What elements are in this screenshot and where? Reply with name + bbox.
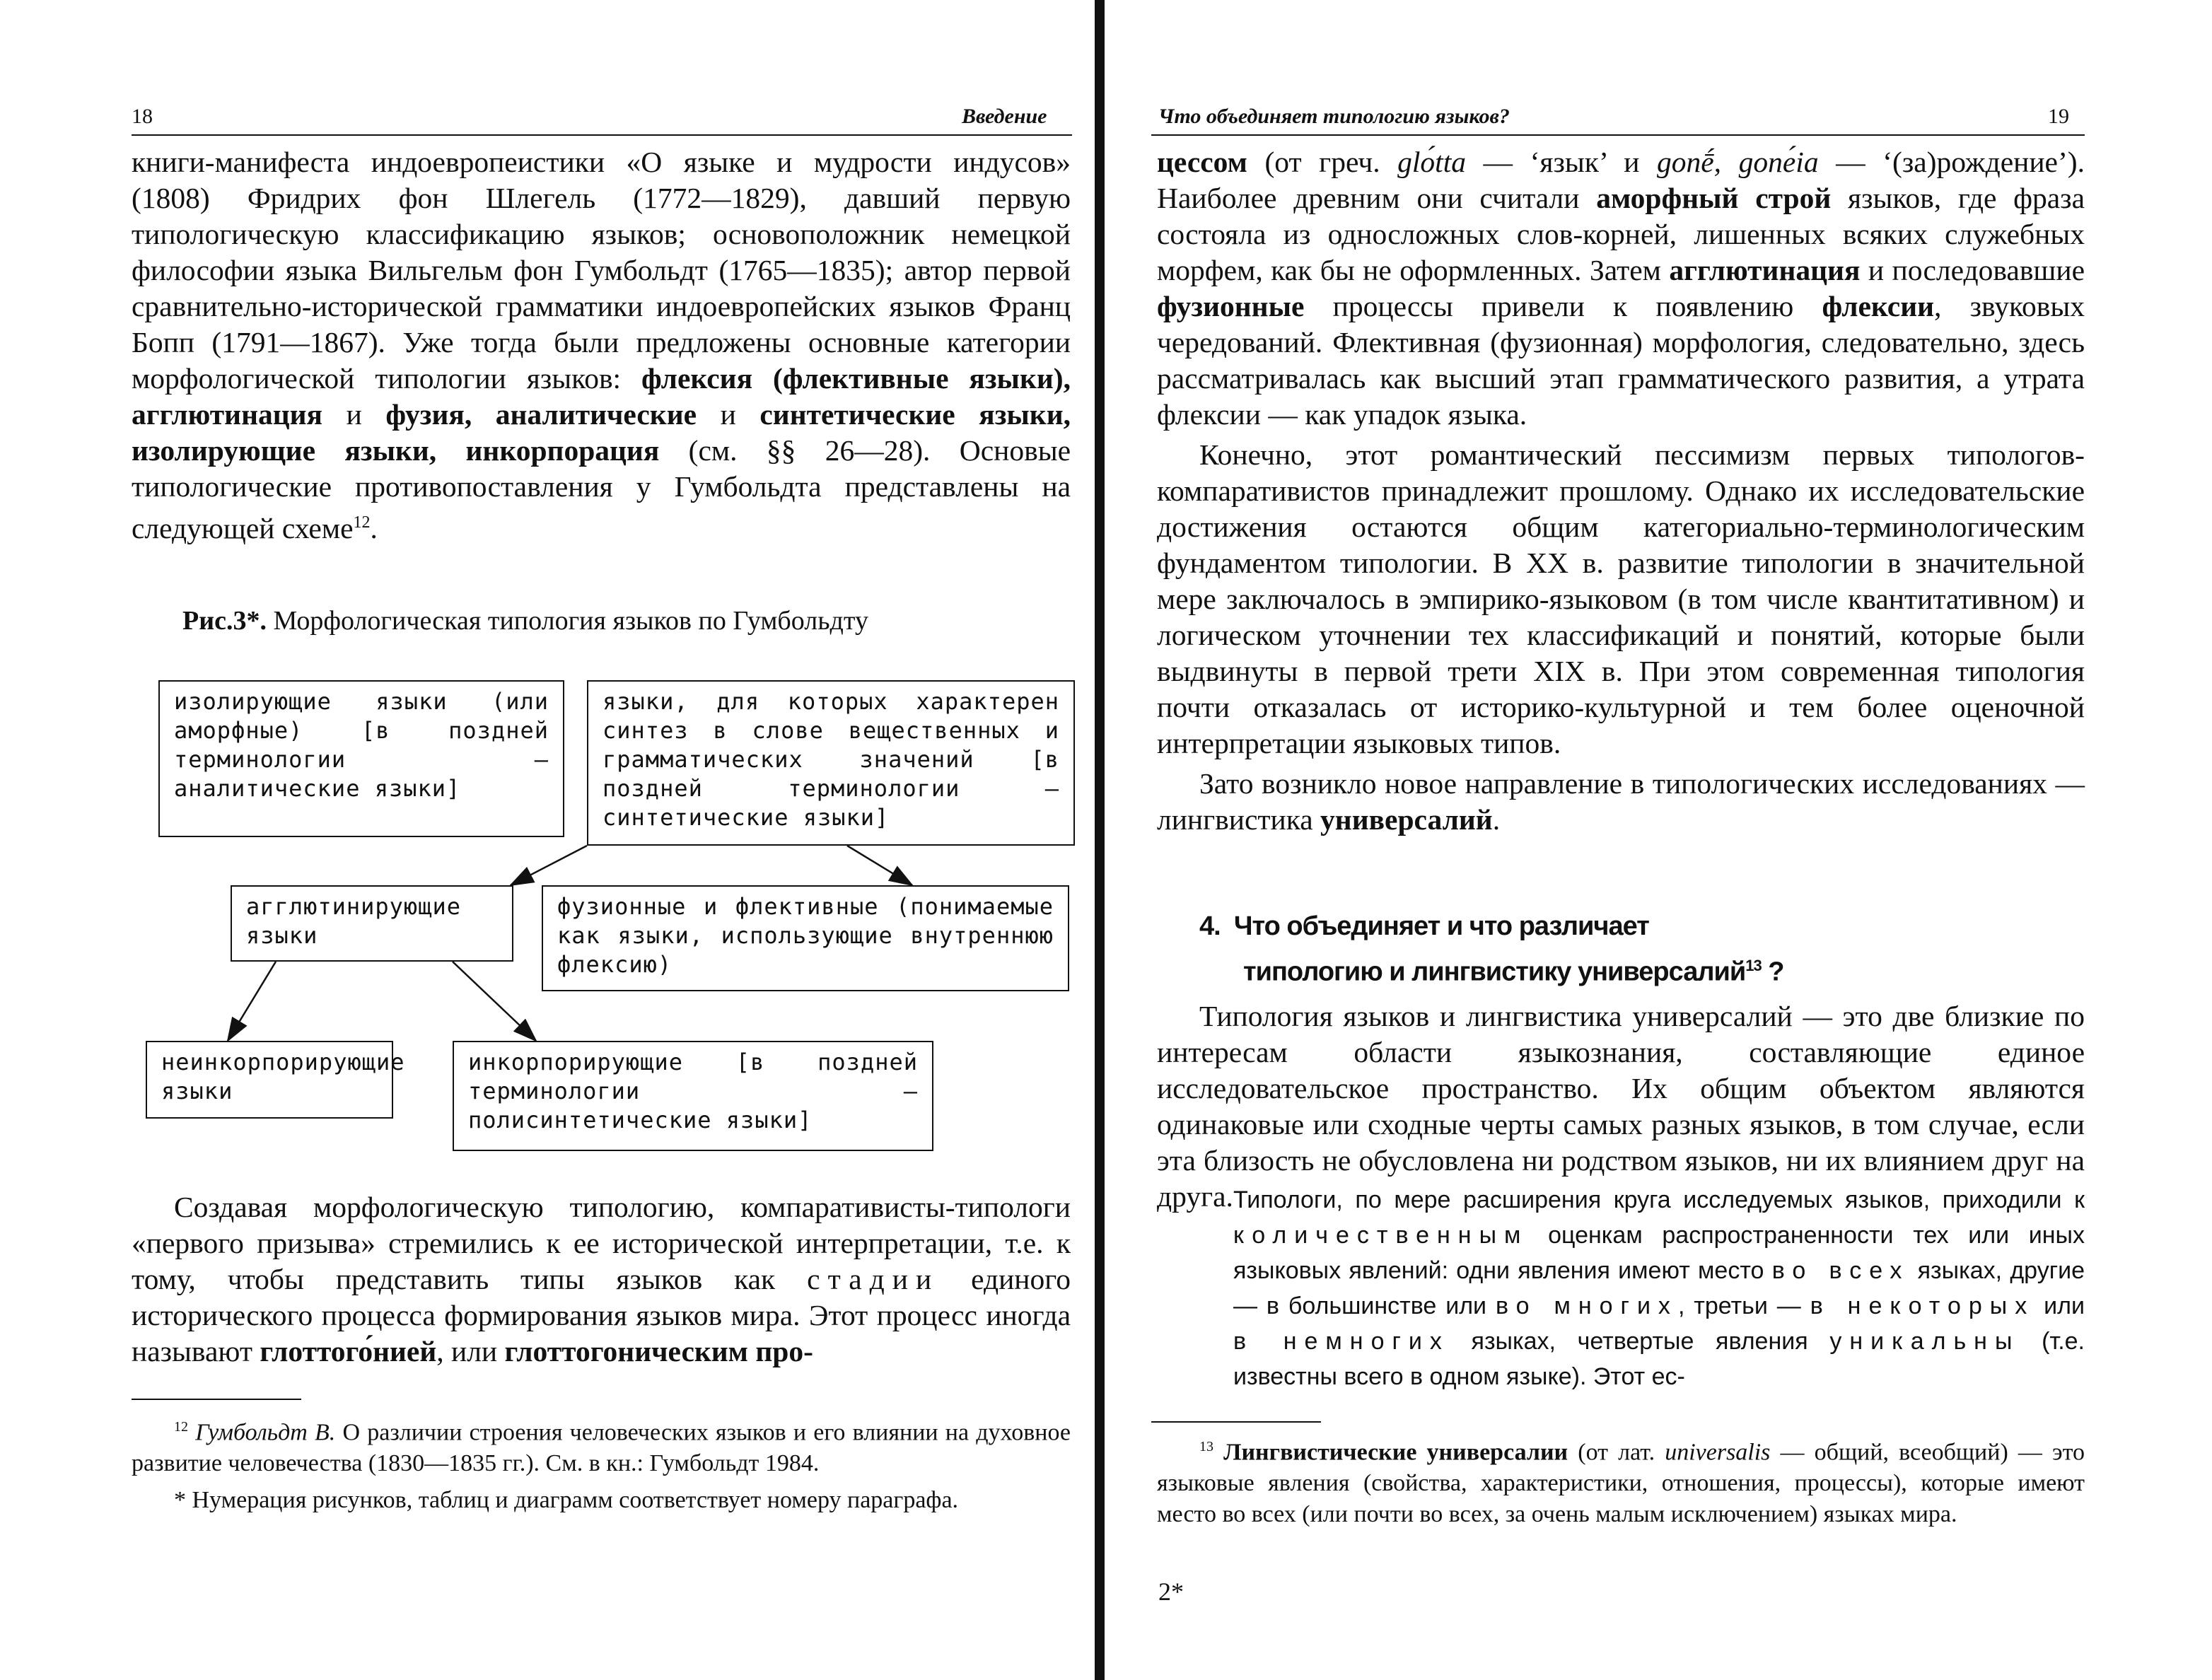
footnote: $^{12}$ Гумбольдт В. О различии строения человеческих языков и его влиянии на духовное развитие человечества (1830—1835 гг.). См. в кн.: Гумбольдт 1984. * Нумерация рисунков, таблиц и диаграмм соответствует номеру параграфа.	[132, 1419, 1071, 1514]
box-inc-languages: инкорпорирующие [в поздней терминологии — полисинтетические языки]	[453, 1041, 933, 1151]
footnote: $^{13}$ Лингвистические универсалии (от лат. universalis — общий, всеобщий) — это языковые явления (свойства, характеристики, отношения, процессы), которые имеют место во всех (или почти во всех, за очень малым исключением) языках мира.	[1157, 1439, 2085, 1528]
left-page	[0, 0, 1103, 1680]
arrow	[453, 962, 536, 1041]
paragraph: Конечно, этот романтический пессимизм первых типологов-компаративистов принадлежит прошлому. Однако их исследовательские достижения остаются общим категориально-терминологическим фундаментом типологии. В XX в. развитие типологии в значительной мере заключалось в эмпирико-языковом (в том числе квантитативном) и логическом уточнении тех классификаций и понятий, которые были выдвинуты в первой трети XIX в. При этом современная типология почти отказалась от историко-культурной и тем более оценочной интерпретации языковых типов.	[1157, 438, 2085, 759]
footnote-rule	[1151, 1421, 1321, 1423]
arrow	[228, 962, 276, 1041]
paragraph: Создавая морфологическую типологию, компаративисты-типологи «первого призыва» стремились к ее исторической интерпретации, т.е. к тому, чтобы представить типы языков как стадии единого исторического процесса формирования языков мира. Этот процесс иногда называют глоттого́нией, или глоттогоническим про-	[132, 1191, 1071, 1367]
paragraph: книги-манифеста индоевропеистики «О языке и мудрости индусов» (1808) Фридрих фон Шлегель (1772—1829), давший первую типологическую классификацию языков; основоположник немецкой философии языка Вильгельм фон Гумбольдт (1765—1835); автор первой сравнительно-исторической грамматики индоевропейских языков Франц Бопп (1791—1867). Уже тогда были предложены основные категории морфологической типологии языков: флексия (флективные языки), агглютинация и фузия, аналитические и синтетические языки, изолирующие языки, инкорпорация (см. §§ 26—28). Основые типологические противопоставления у Гумбольдта представлены на следующей схеме$^{12}$.	[132, 146, 1071, 544]
box-synthetic-languages: языки, для которых характерен синтез в слове вещественных и грамматических значений [в поздней терминологии — синтетические языки]	[587, 680, 1075, 846]
page-number: 18	[132, 105, 153, 128]
footnote-ref: 12	[353, 513, 371, 532]
box-noninc-languages: неинкорпорирующие языки	[146, 1041, 393, 1119]
box-isolating-languages: изолирующие языки (или аморфные) [в поздней терминологии — аналитические языки]	[158, 680, 564, 837]
box-fusional-languages: фузионные и флективные (понимаемые как языки, использующие внутреннюю флексию)	[542, 885, 1069, 991]
paragraph-small: Типологи, по мере расширения круга исследуемых языков, приходили к количественным оценкам распространенности тех или иных языковых явлений: одни явления имеют место во всех языках, другие — в большинстве или во многих, третьи — в некоторых или в немногих языках, четвертые явления уникальны (т.е. известны всего в одном языке). Этот ес-	[1233, 1186, 2085, 1390]
right-page	[1117, 0, 2212, 1680]
signature-mark: 2*	[1158, 1577, 1184, 1606]
footnote-rule	[132, 1399, 301, 1400]
running-header: Что объединяет типологию языков?	[1158, 105, 1510, 128]
diagram-arrows	[0, 0, 1103, 1202]
paragraph: Типология языков и лингвистика универсалий — это две близкие по интересам области языкознания, составляющие единое исследовательское пространство. Их общим объектом являются одинаковые или сходные черты самых разных языков, в том случае, если эта близость не обусловлена ни родством языков, ни их влиянием друг на друга.	[1157, 1000, 2085, 1213]
section-heading: 4. Что объединяет и что различает типологию и лингвистику универсалий$^{13}$ ?	[1199, 911, 1784, 987]
arrow	[511, 846, 587, 885]
running-header: Введение	[962, 105, 1047, 128]
page-number: 19	[2048, 105, 2069, 128]
paragraph: цессом (от греч. glо́tta — ‘язык’ и gonḗ, gonе́ia — ‘(за)рождение’). Наиболее древним они считали аморфный строй языков, где фраза состояла из односложных слов-корней, лишенных всяких служебных морфем, как бы не оформленных. Затем агглютинация и последовавшие фузионные процессы привели к появлению флексии, звуковых чередований. Флективная (фузионная) морфология, следовательно, здесь рассматривалась как высший этап грамматического развития, а утрата флексии — как упадок языка. Конечно, этот романтический пессимизм первых типологов-компаративистов принадлежит прошлому. Однако их исследовательские достижения остаются общим категориально-терминологическим фундаментом типологии. В XX в. развитие типологии в значительной мере заключалось в эмпирико-языковом (в том числе квантитативном) и логическом уточнении тех классификаций и понятий, которые были выдвинуты в первой трети XIX в. При этом современная типология почти отказалась от историко-культурной и тем более оценочной интерпретации языковых типов. Зато возникло новое направление в типологических исследованиях — лингвистика универсалий.	[1157, 146, 2085, 836]
box-agglutinating-languages: агглютинирующие языки	[231, 885, 513, 962]
header-rule	[1151, 134, 2085, 136]
arrow	[847, 846, 912, 885]
figure-caption: Рис.3*. Морфологическая типология языков по Гумбольдту	[182, 606, 868, 636]
